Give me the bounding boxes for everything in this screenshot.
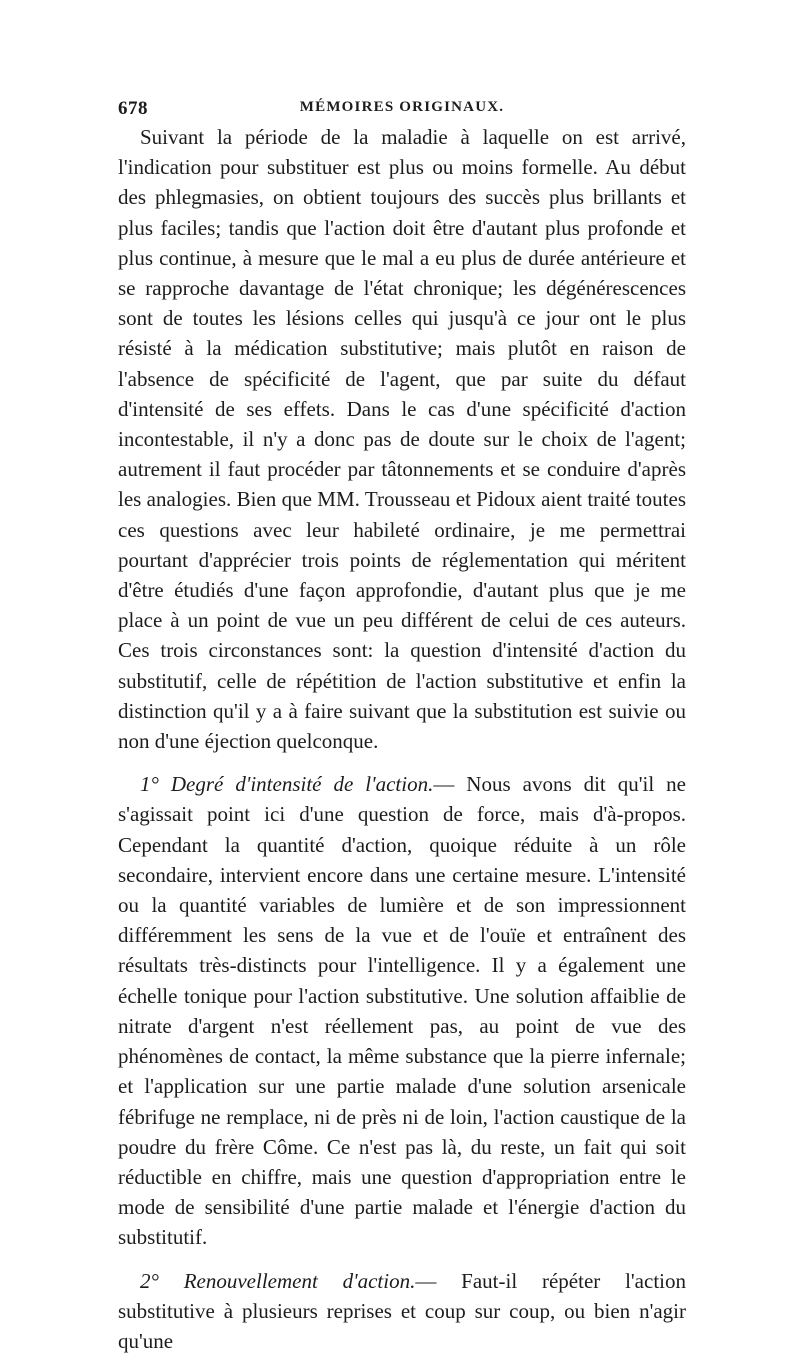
running-title: MÉMOIRES ORIGINAUX. [299,99,505,115]
section-heading-renewal-of-action: 2° Renouvellement d'action. [140,1268,416,1293]
paragraph-text: Suivant la période de la maladie à laquelle on est arrivé, l'indication pour substituer est plus ou moins formelle. Au début des phlegmasies, on obtient toujours des succès plus brillants et plus faciles; tandis que l'action doit être d'autant plus profonde et plus continue, à mesure que le mal a eu plus de durée antérieure et se rapproche davantage de l'état chronique; les dégénérescences sont de toutes les lésions celles qui jusqu'à ce jour ont le plus résisté à la médication substitutive; mais plutôt en raison de l'absence de spécificité de l'agent, que par suite du défaut d'intensité de ses effets. Dans le cas d'une spécificité d'action incontestable, il n'y a donc pas de doute sur le choix de l'agent; autrement il faut procéder par tâtonnements et se conduire d'après les analogies. Bien que MM. Trousseau et Pidoux aient traité toutes ces questions avec leur habileté ordinaire, je me permettrai pourtant d'apprécier trois points de réglementation qui méritent d'être étudiés d'une façon approfondie, d'autant plus que je me place à un point de vue un peu différent de celui de ces auteurs. Ces trois circonstances sont: la question d'intensité d'action du substitutif, celle de répétition de l'action substitutive et enfin la distinction qu'il y a à faire suivant que la substitution est suivie ou non d'une éjection quelconque. [118,125,686,754]
paragraph-renewal-of-action [118,1266,686,1356]
page-number: 678 [118,98,148,119]
section-heading-degree-of-intensity: 1° Degré d'intensité de l'action. [140,772,434,797]
paragraph-degree-of-intensity [118,769,686,1252]
body-text [118,122,686,1356]
paragraph-text: — Nous avons dit qu'il ne s'agissait point ici d'une question de force, mais d'à-propos. Cependant la quantité d'action, quoique réduite à un rôle secondaire, intervient encore dans une certaine mesure. L'intensité ou la quantité variables de lumière et de son impressionnent différemment les sens de la vue et de l'ouïe et entraînent des résultats très-distincts pour l'intelligence. Il y a également une échelle tonique pour l'action substitutive. Une solution affaiblie de nitrate d'argent n'est réellement pas, au point de vue des phénomènes de contact, la même substance que la pierre infernale; et l'application sur une partie malade d'une solution arsenicale fébrifuge ne remplace, ni de près ni de loin, l'action caustique de la poudre du frère Côme. Ce n'est pas là, du reste, un fait qui soit réductible en chiffre, mais une question d'appropriation entre le mode de sensibilité d'une partie malade et l'énergie d'action du substitutif. [118,772,686,1250]
running-head [118,98,686,122]
paragraph-period-of-disease [118,122,686,756]
paragraph-text: — Faut-il répéter l'action substitutive à plusieurs reprises et coup sur coup, ou bien n'agir qu'une [118,1268,686,1353]
